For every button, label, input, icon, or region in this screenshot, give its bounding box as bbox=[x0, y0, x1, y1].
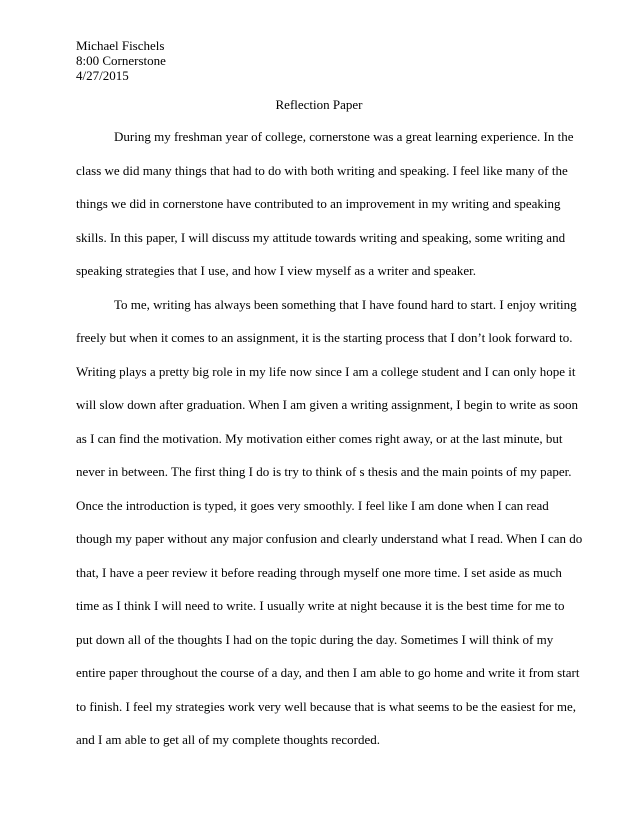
document-date: 4/27/2015 bbox=[76, 68, 129, 83]
paragraph-2-line: and I am able to get all of my complete thoughts recorded. bbox=[76, 732, 380, 747]
paragraph-2-line: freely but when it comes to an assignment, it is the starting process that I don’t look forward to. bbox=[76, 330, 573, 345]
author-name: Michael Fischels bbox=[76, 38, 165, 53]
paragraph-2-line: to finish. I feel my strategies work very well because that is what seems to be the easiest for me, bbox=[76, 698, 576, 714]
paragraph-1-line: skills. In this paper, I will discuss my attitude towards writing and speaking, some writing and bbox=[76, 229, 566, 245]
body-text bbox=[76, 120, 583, 757]
paragraph-1-line: During my freshman year of college, cornerstone was a great learning experience. In the bbox=[114, 129, 574, 144]
paragraph-2-line: Once the introduction is typed, it goes very smoothly. I feel like I am done when I can read bbox=[76, 497, 549, 513]
paragraph-1-line: speaking strategies that I use, and how I view myself as a writer and speaker. bbox=[76, 263, 476, 278]
course-name: 8:00 Cornerstone bbox=[76, 53, 166, 68]
paragraph-2-line: time as I think I will need to write. I usually write at night because it is the best time for me to bbox=[76, 598, 565, 613]
paragraph-2-line: entire paper throughout the course of a day, and then I am able to go home and write it from start bbox=[76, 665, 580, 680]
paragraph-1-line: things we did in cornerstone have contributed to an improvement in my writing and speaking bbox=[76, 196, 561, 211]
paragraph-2-line: To me, writing has always been something that I have found hard to start. I enjoy writing bbox=[114, 296, 577, 312]
paragraph-2-line: Writing plays a pretty big role in my life now since I am a college student and I can only hope it bbox=[76, 363, 576, 379]
document-title: Reflection Paper bbox=[275, 97, 363, 112]
paragraph-2-line: that, I have a peer review it before reading through myself one more time. I set aside as much bbox=[76, 564, 562, 580]
paragraph-2-line: put down all of the thoughts I had on the topic during the day. Sometimes I will think of my bbox=[76, 631, 554, 647]
paragraph-1-line: class we did many things that had to do with both writing and speaking. I feel like many of the bbox=[76, 162, 568, 178]
paragraph-2-line: never in between. The first thing I do is try to think of s thesis and the main points of my paper. bbox=[76, 464, 572, 479]
paragraph-2-line: will slow down after graduation. When I am given a writing assignment, I begin to write as soon bbox=[76, 397, 578, 412]
header-block bbox=[76, 38, 166, 83]
paragraph-2-line: though my paper without any major confusion and clearly understand what I read. When I can do bbox=[76, 531, 583, 546]
paragraph-2-line: as I can find the motivation. My motivation either comes right away, or at the last minute, but bbox=[76, 430, 563, 446]
